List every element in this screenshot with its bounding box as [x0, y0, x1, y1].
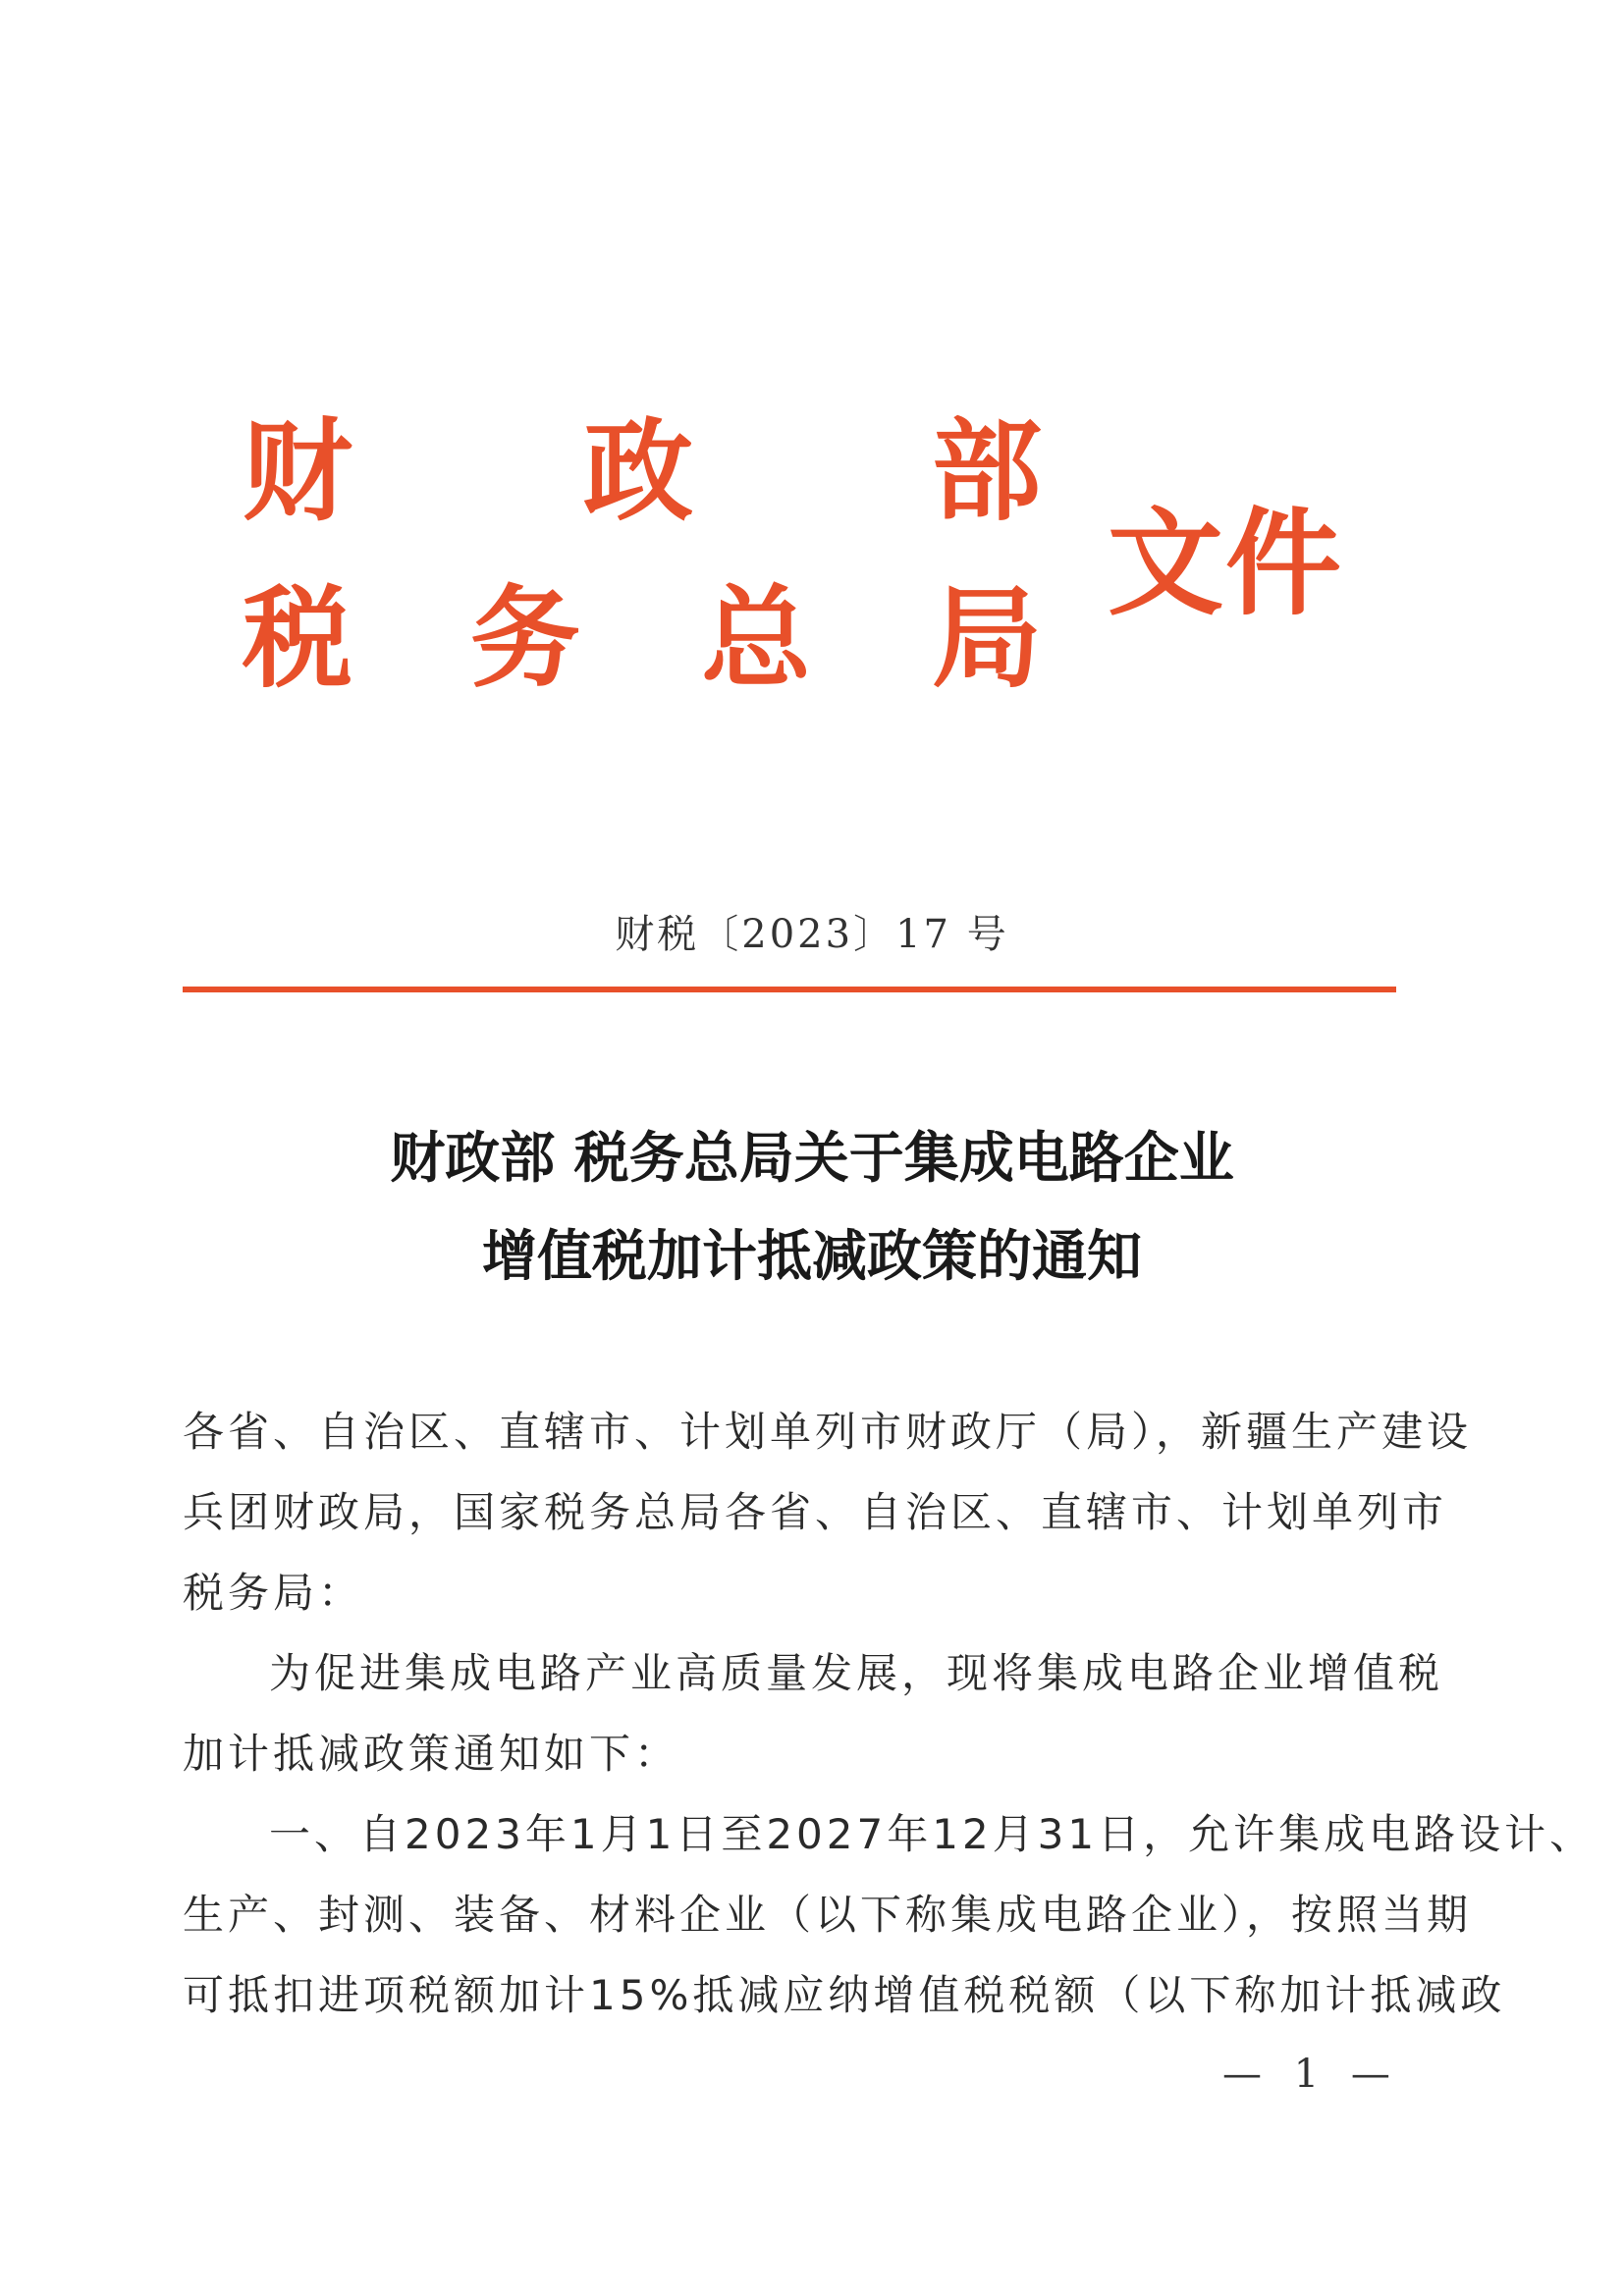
body-line: 各省、自治区、直辖市、计划单列市财政厅（局），新疆生产建设: [183, 1408, 1473, 1456]
issuer-char: 税: [243, 574, 352, 703]
item-1-paragraph: [183, 1794, 1596, 2036]
issuer-char: 部: [932, 407, 1042, 536]
issuer-char: 务: [470, 574, 580, 703]
intro-paragraph: [183, 1633, 1444, 1794]
body-line: 一、自2023年1月1日至2027年12月31日，允许集成电路设计、: [269, 1810, 1596, 1858]
body-line: 生产、封测、装备、材料企业（以下称集成电路企业），按照当期: [183, 1891, 1473, 1939]
addressee-block: [183, 1392, 1473, 1633]
issuer-char: 局: [932, 574, 1042, 703]
document-number: 财税〔2023〕17 号: [615, 912, 1009, 957]
body-line: 加计抵减政策通知如下：: [183, 1730, 680, 1778]
issuer-char: 总: [701, 574, 811, 703]
issuer-char: 政: [583, 407, 693, 536]
document-title-line1: 财政部 税务总局关于集成电路企业: [390, 1126, 1234, 1191]
body-line: 税务局：: [183, 1569, 364, 1617]
body-line: 兵团财政局，国家税务总局各省、自治区、直辖市、计划单列市: [183, 1488, 1448, 1536]
document-suffix: 文件: [1108, 495, 1344, 631]
document-title-line2: 增值税加计抵减政策的通知: [482, 1224, 1142, 1289]
red-divider: [183, 987, 1396, 992]
body-line: 可抵扣进项税额加计15%抵减应纳增值税税额（以下称加计抵减政: [183, 1971, 1506, 2019]
body-line: 为促进集成电路产业高质量发展，现将集成电路企业增值税: [269, 1649, 1444, 1697]
page-number: — 1 —: [1222, 2052, 1400, 2097]
issuer-char: 财: [243, 407, 352, 536]
